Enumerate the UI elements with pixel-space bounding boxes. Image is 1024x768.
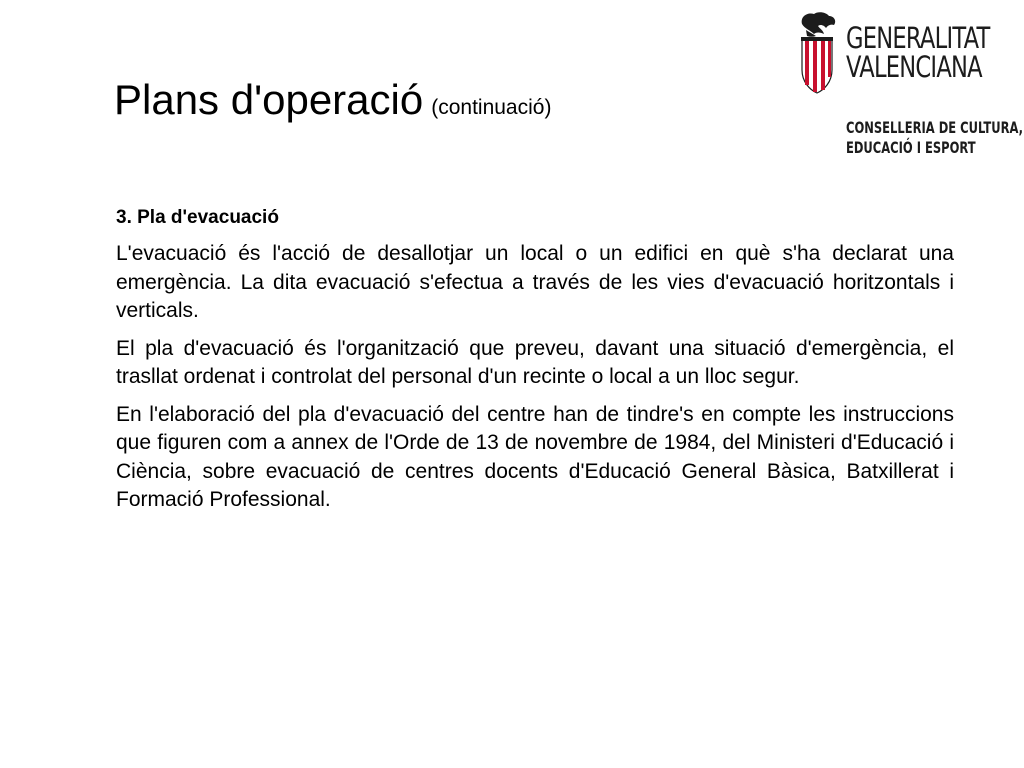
heraldic-dragon-emblem-icon [796,10,838,94]
logo-department [846,118,1023,158]
logo-name-line1: GENERALITAT [846,21,990,55]
generalitat-valenciana-logo [796,10,1023,160]
paragraph-3: En l'elaboració del pla d'evacuació del centre han de tindre's en compte les instruccions que figuren com a annex de l'Orde de 13 de novembre de 1984, del Ministeri d'Educació i Ciència, sobre evacuació de centres docents d'Educació General Bàsica, Batxillerat i Formació Professional. [116,402,954,511]
logo-name [846,21,990,84]
paragraph-1: L'evacuació és l'acció de desallotjar un local o un edifici en què s'ha declarat una emergència. La dita evacuació s'efectua a través de les vies d'evacuació horitzontals i verticals. [116,242,954,322]
section-heading: 3. Pla d'evacuació [116,207,279,228]
title-subtitle: (continuació) [431,96,552,119]
page-title [114,74,551,126]
logo-dept-line2: EDUCACIÓ I ESPORT [846,138,976,157]
logo-name-line2: VALENCIANA [846,50,982,84]
title-main: Plans d'operació [114,76,424,123]
slide-content [116,204,954,524]
logo-dept-line1: CONSELLERIA DE CULTURA, [846,118,1023,137]
paragraph-2: El pla d'evacuació és l'organització que preveu, davant una situació d'emergència, el trasllat ordenat i controlat del personal d'un recinte o local a un lloc segur. [116,336,954,388]
